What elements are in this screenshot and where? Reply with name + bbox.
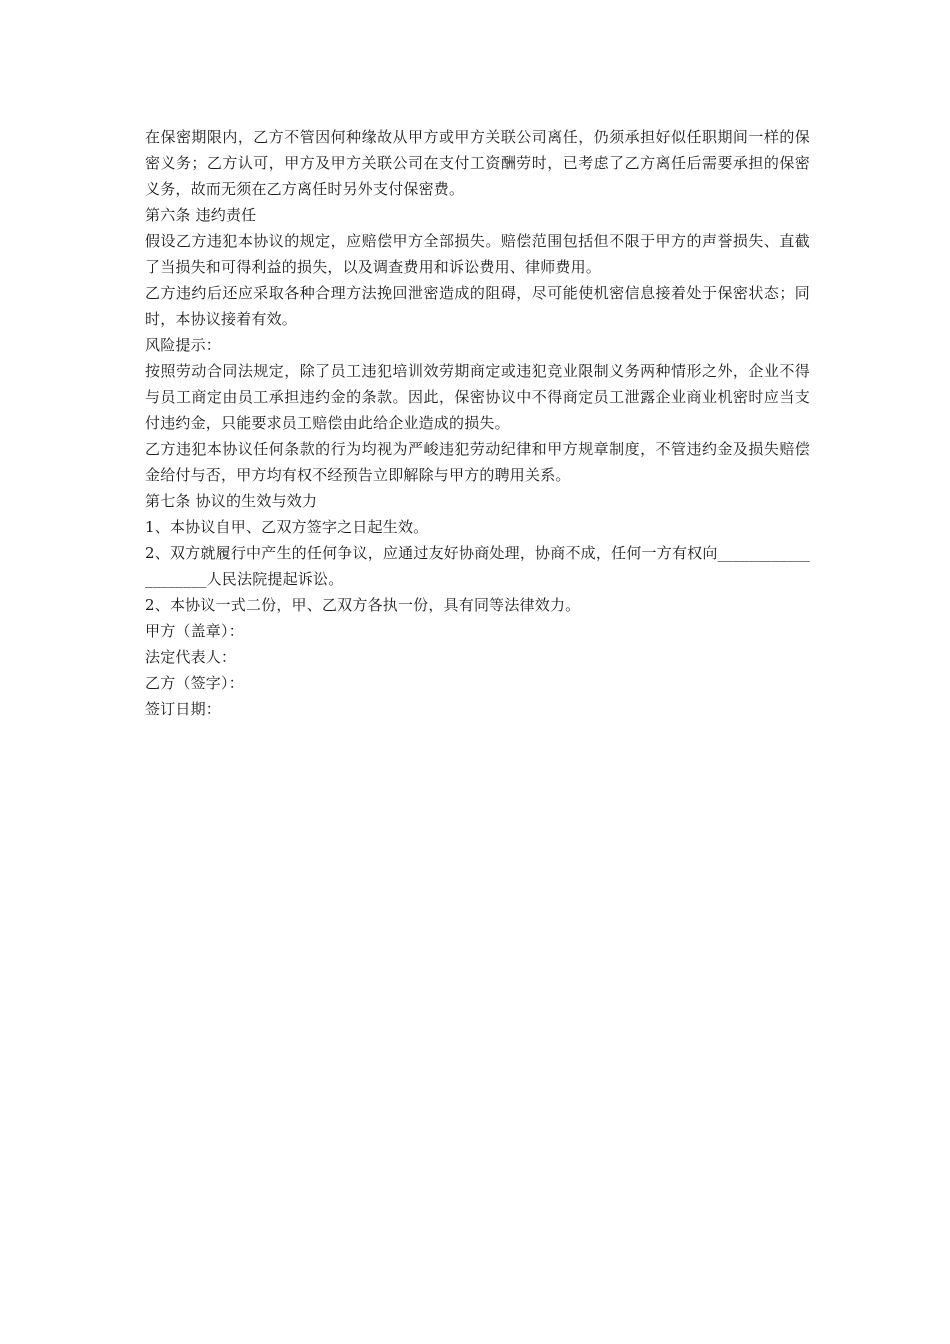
breach-remedy-paragraph: 乙方违约后还应采取各种合理方法挽回泄密造成的阻碍，尽可能使机密信息接着处于保密状态；同时，本协议接着有效。 (145, 284, 810, 328)
article-7-heading: 第七条 协议的生效与效力 (145, 492, 318, 510)
signing-date-line: 签订日期： (145, 700, 222, 718)
party-a-seal-line: 甲方（盖章）： (145, 622, 244, 640)
termination-paragraph: 乙方违犯本协议任何条款的行为均视为严峻违犯劳动纪律和甲方规章制度，不管违约金及损失赔偿金给付与否，甲方均有权不经预告立即解除与甲方的聘用关系。 (145, 440, 810, 484)
breach-compensation-paragraph: 假设乙方违犯本协议的规定，应赔偿甲方全部损失。赔偿范围包括但不限于甲方的声誉损失、直截了当损失和可得利益的损失，以及调查费用和诉讼费用、律师费用。 (145, 232, 810, 276)
article-6-heading: 第六条 违约责任 (145, 206, 257, 224)
party-b-signature-line: 乙方（签字）： (145, 674, 244, 692)
clause-dispute-resolution: 2、双方就履行中产生的任何争议，应通过友好协商处理，协商不成，任何一方有权向____________________人民法院提起诉讼。 (145, 544, 810, 588)
clause-effective-date: 1、本协议自甲、乙双方签字之日起生效。 (145, 518, 429, 536)
confidentiality-period-paragraph: 在保密期限内，乙方不管因何种缘故从甲方或甲方关联公司离任，仍须承担好似任职期间一样的保密义务；乙方认可，甲方及甲方关联公司在支付工资酬劳时，已考虑了乙方离任后需要承担的保密义务，故而无须在乙方离任时另外支付保密费。 (145, 128, 810, 198)
legal-representative-line: 法定代表人： (145, 648, 237, 666)
document-page (145, 124, 810, 722)
risk-notice-paragraph: 按照劳动合同法规定，除了员工违犯培训效劳期商定或违犯竞业限制义务两种情形之外，企业不得与员工商定由员工承担违约金的条款。因此，保密协议中不得商定员工泄露企业商业机密时应当支付违约金，只能要求员工赔偿由此给企业造成的损失。 (145, 362, 810, 432)
risk-notice-heading: 风险提示： (145, 336, 222, 354)
clause-copies: 2、本协议一式二份，甲、乙双方各执一份，具有同等法律效力。 (145, 596, 581, 614)
